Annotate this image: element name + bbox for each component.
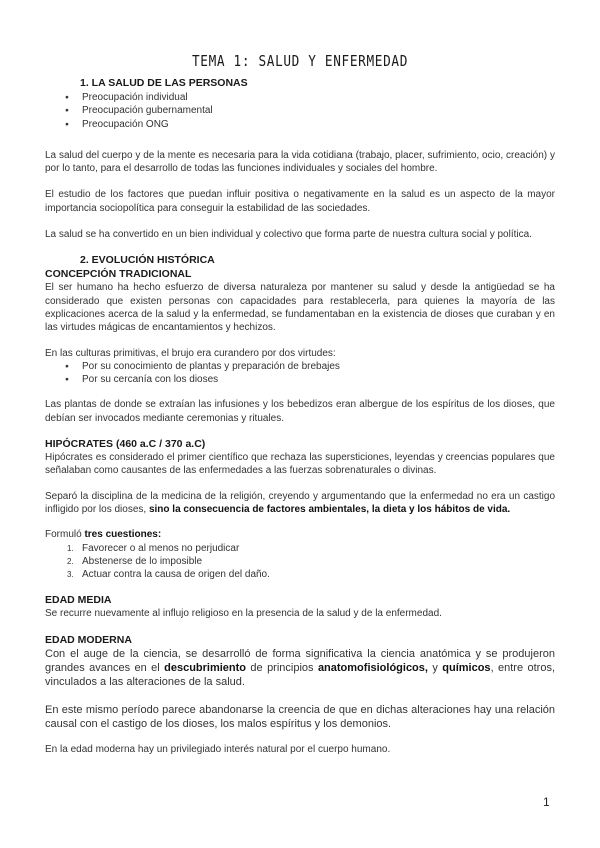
list-item: ● Preocupación ONG	[65, 118, 555, 131]
separo-text: Separó la disciplina de la medicina de la religión, creyendo y argumentando que la enfermedad no era un castigo infligido por los dioses,	[45, 490, 555, 515]
section-1-bullet-list	[45, 91, 555, 131]
item-text: Actuar contra la causa de origen del daño.	[82, 569, 270, 581]
paragraph-ser-humano: El ser humano ha hecho esfuerzo de diversa naturaleza por mantener su salud y desde la antigüedad se ha considerado que existen personas con capacidades para restablecerla, para quienes la mayoría de las explicaciones acerca de la salud y la enfermedad, se fundamentaban en la existencia de dioses que curaban y en las virtudes mágicas de encantamientos y hechizos.	[45, 282, 555, 334]
list-item	[65, 568, 555, 581]
edad-media-heading: EDAD MEDIA	[45, 594, 112, 607]
paragraph-separo-medicina	[45, 490, 555, 517]
paragraph-estudio-factores: El estudio de los factores que puedan influir positiva o negativamente en la salud es un aspecto de la mayor importancia sociopolítica para conseguir la estabilidad de las sociedades.	[45, 189, 555, 214]
formulo-emphasis: tres cuestiones:	[84, 529, 162, 541]
tres-cuestiones-list	[45, 542, 555, 582]
list-item: ● Preocupación individual	[65, 91, 555, 104]
list-item	[65, 555, 555, 568]
item-number: 2.	[67, 556, 74, 566]
paragraph-plantas: Las plantas de donde se extraían las infusiones y los bebedizos eran albergue de los espíritus de los dioses, que debían ser invocados mediante ceremonias y rituales.	[45, 399, 555, 424]
document-page	[45, 52, 555, 757]
separo-emphasis: sino la consecuencia de factores ambientales, la dieta y los hábitos de vida.	[148, 503, 511, 515]
paragraph-auge-ciencia	[45, 647, 555, 690]
text-run: de principios	[246, 662, 318, 675]
paragraph-mismo-periodo: En este mismo período parece abandonarse la creencia de que en dichas alteraciones hay una relación causal con el castigo de los dioses, los malos espíritus y los demonios.	[45, 703, 555, 730]
paragraph-hipocrates: Hipócrates es considerado el primer científico que rechaza las supersticiones, leyendas y creencias populares que señalaban como causantes de las enfermedades a las fuerzas sobrenaturales o divinas.	[45, 452, 555, 477]
list-item: ● Por su conocimiento de plantas y preparación de brebajes	[65, 360, 555, 373]
concepcion-tradicional-heading: CONCEPCIÓN TRADICIONAL	[45, 268, 192, 281]
formulo-text: Formuló	[45, 529, 85, 541]
paragraph-salud-cuerpo: La salud del cuerpo y de la mente es necesaria para la vida cotidiana (trabajo, placer, sufrimiento, ocio, creación) y por lo tanto, para el desarrollo de todas las funciones individuales y sociales del hombre.	[45, 149, 555, 175]
paragraph-formulo	[45, 528, 555, 541]
paragraph-edad-media: Se recurre nuevamente al influjo religioso en la presencia de la salud y de la enfermedad.	[45, 608, 442, 620]
item-number: 3.	[67, 570, 74, 580]
section-2-heading: 2. EVOLUCIÓN HISTÓRICA	[80, 254, 215, 267]
section-1-heading: 1. LA SALUD DE LAS PERSONAS	[80, 77, 248, 89]
emphasis-quimicos: químicos	[442, 662, 491, 675]
page-title: TEMA 1: SALUD Y ENFERMEDAD	[191, 52, 409, 70]
list-item: ● Preocupación gubernamental	[65, 104, 555, 117]
text-run: Con el auge de la ciencia, se desarrolló de forma significativa la ciencia anatómica y se produjeron grandes avances en el	[45, 647, 555, 675]
page-number: 1	[543, 795, 550, 809]
item-text: Abstenerse de lo imposible	[82, 555, 203, 567]
paragraph-bien-individual: La salud se ha convertido en un bien individual y colectivo que forma parte de nuestra cultura social y política.	[45, 229, 532, 241]
hipocrates-heading: HIPÓCRATES (460 a.C / 370 a.C)	[45, 438, 206, 451]
item-text: Favorecer o al menos no perjudicar	[82, 542, 240, 554]
paragraph-cuerpo-humano: En la edad moderna hay un privilegiado interés natural por el cuerpo humano.	[45, 744, 391, 756]
brujo-virtues-list	[45, 360, 555, 387]
text-run: y	[427, 662, 443, 675]
emphasis-descubrimiento: descubrimiento	[164, 662, 247, 675]
list-item: ● Por su cercanía con los dioses	[65, 373, 555, 386]
text-run: , entre otros, vinculados a las alteraciones de la salud.	[45, 662, 555, 689]
emphasis-anatomofisiologicos: anatomofisiológicos,	[317, 662, 428, 675]
item-number: 1.	[67, 543, 74, 553]
edad-moderna-heading: EDAD MODERNA	[45, 633, 132, 646]
list-item	[65, 542, 555, 555]
paragraph-culturas-primitivas: En las culturas primitivas, el brujo era curandero por dos virtudes:	[45, 347, 336, 359]
